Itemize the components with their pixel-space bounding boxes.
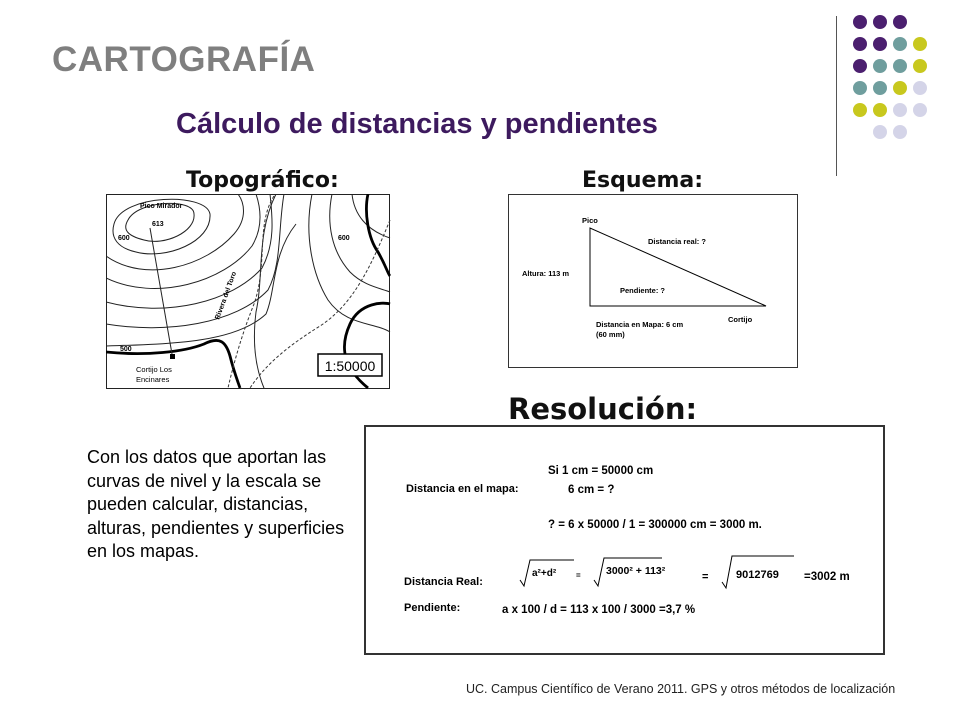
decorative-dot [873, 59, 887, 73]
decorative-dot [853, 59, 867, 73]
decorative-dot [913, 59, 927, 73]
topographic-map [106, 194, 391, 390]
contour-label-600-right: 600 [338, 235, 350, 242]
real-distance-label: Distancia Real: [404, 576, 483, 588]
contour-label-500: 500 [120, 346, 132, 353]
river-name-label: Rivera del Toro [214, 270, 239, 321]
decorative-dot [913, 37, 927, 51]
decorative-dot [873, 81, 887, 95]
decorative-dot [853, 37, 867, 51]
scale-label: 1:50000 [324, 358, 376, 374]
contour-label-600-left: 600 [118, 235, 130, 242]
scheme-slope-label: Pendiente: ? [620, 286, 666, 295]
scheme-map-distance-line1: Distancia en Mapa: 6 cm [596, 320, 684, 329]
farm-marker [170, 354, 175, 359]
scheme-frame [509, 195, 798, 368]
scheme-real-distance-label: Distancia real: ? [648, 237, 706, 246]
decorative-dot [873, 37, 887, 51]
decorative-dot [893, 37, 907, 51]
map-distance-label: Distancia en el mapa: [406, 483, 519, 495]
scheme-peak-label: Pico [582, 216, 598, 225]
scheme-heading: Esquema: [582, 168, 704, 193]
rule-line1: Si 1 cm = 50000 cm [548, 465, 654, 477]
body-text: Con los datos que aportan las curvas de nivel y la escala se pueden calcular, distancias, alturas, pendientes y superficies en los mapas. [87, 447, 345, 561]
decorative-dot [853, 103, 867, 117]
decorative-dot [913, 81, 927, 95]
decorative-dot [893, 125, 907, 139]
real-distance-result: =3002 m [804, 571, 850, 583]
peak-height-label: 613 [152, 221, 164, 228]
decorative-dot [893, 15, 907, 29]
decorative-dot [893, 59, 907, 73]
slope-formula: a x 100 / d = 113 x 100 / 3000 =3,7 % [502, 604, 696, 616]
equals-sign-2: = [702, 571, 709, 583]
decorative-dot [873, 125, 887, 139]
peak-name-label: Pico Mirador [140, 203, 183, 210]
equals-sign-1: = [576, 571, 581, 580]
decorative-dot [873, 15, 887, 29]
scheme-height-label: Altura: 113 m [522, 269, 570, 278]
slide-subtitle: Cálculo de distancias y pendientes [176, 108, 658, 140]
resolution-heading: Resolución: [508, 392, 698, 426]
footer-text: UC. Campus Científico de Verano 2011. GPS y otros métodos de localización [466, 682, 896, 696]
decorative-dot-grid [850, 10, 950, 155]
decorative-dot [853, 81, 867, 95]
slide-title: CARTOGRAFÍA [52, 40, 316, 79]
decorative-dot [893, 103, 907, 117]
decorative-dot [853, 15, 867, 29]
divider-line [836, 16, 837, 176]
farm-label-line2: Encinares [136, 375, 170, 384]
topographic-heading: Topográfico: [186, 168, 339, 193]
formula-text: a²+d² [532, 568, 557, 579]
farm-label-line1: Cortijo Los [136, 365, 172, 374]
scheme-diagram [508, 194, 800, 370]
resolution-frame [365, 426, 884, 654]
radicand-text: 9012769 [736, 569, 779, 581]
slope-label: Pendiente: [404, 602, 461, 614]
values-text: 3000² + 113² [606, 565, 666, 577]
rule-line2: 6 cm = ? [568, 484, 615, 496]
decorative-dot [893, 81, 907, 95]
result-line: ? = 6 x 50000 / 1 = 300000 cm = 3000 m. [548, 519, 762, 531]
decorative-dot [913, 103, 927, 117]
resolution-box [364, 424, 886, 656]
scheme-map-distance-line2: (60 mm) [596, 330, 625, 339]
decorative-dot [873, 103, 887, 117]
scheme-farm-label: Cortijo [728, 315, 753, 324]
